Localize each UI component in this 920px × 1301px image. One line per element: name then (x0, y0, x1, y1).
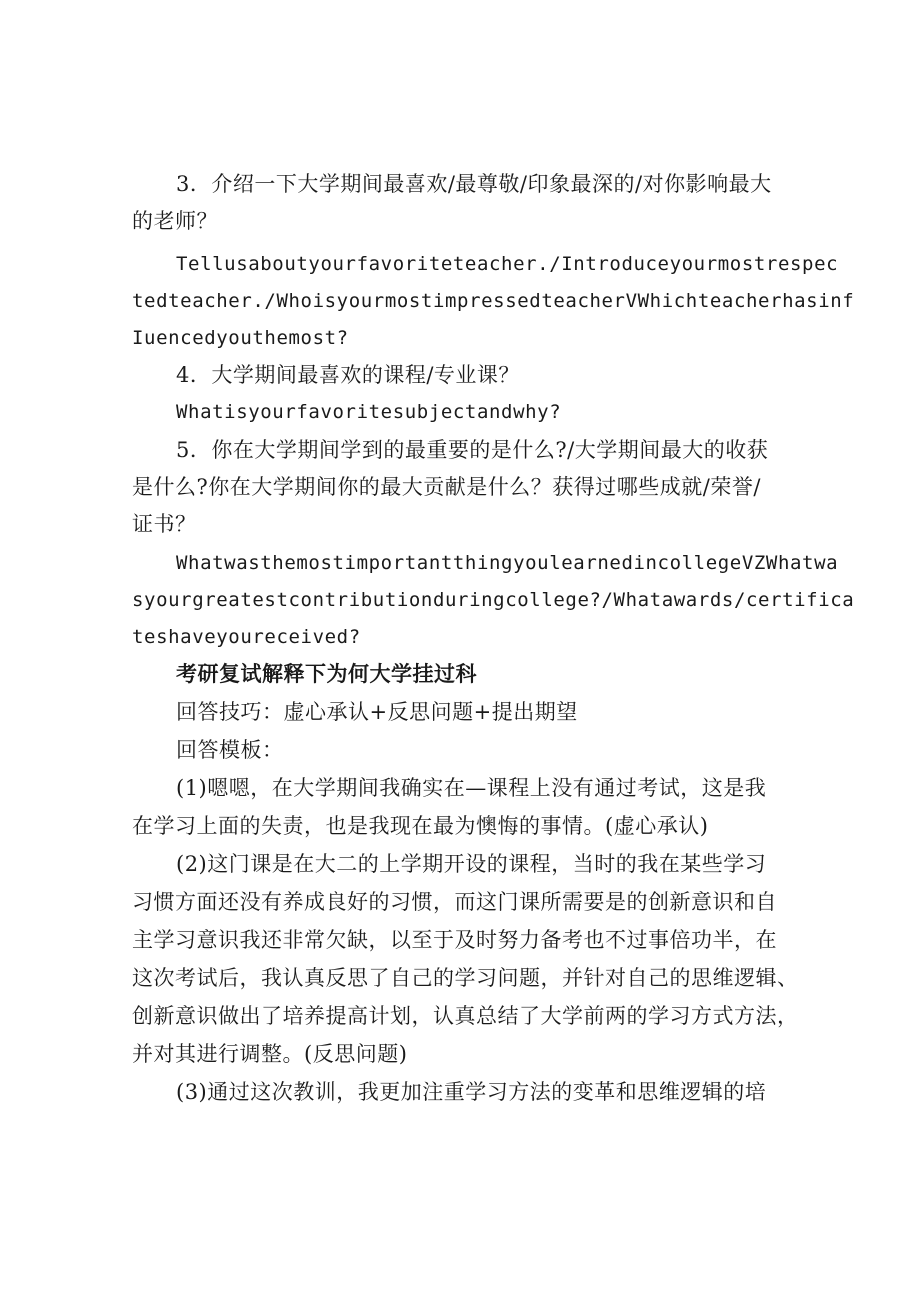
q3-en-line-3: Iuencedyouthemost? (132, 327, 349, 349)
q5-zh-line-1: 5．你在大学期间学到的最重要的是什么?/大学期间最大的收获 (176, 438, 769, 462)
answer1-line-2: 在学习上面的失责，也是我现在最为懊悔的事情。(虚心承认) (132, 814, 709, 838)
answer1-line-1: (1)嗯嗯，在大学期间我确实在—课程上没有通过考试，这是我 (176, 776, 767, 800)
q3-en-line-2: tedteacher./WhoisyourmostimpressedteacherVWhichteacherhasinf (132, 290, 855, 312)
answer2-line-2: 习惯方面还没有养成良好的习惯，而这门课所需要是的创新意识和自 (132, 890, 777, 914)
answer-template-label: 回答模板： (176, 738, 284, 762)
answer2-line-6: 并对其进行调整。(反思问题) (132, 1042, 408, 1066)
q5-en-line-2: syourgreatestcontributionduringcollege?/Whatawards/certifica (132, 589, 855, 611)
q4-en-line-1: Whatisyourfavoritesubjectandwhy? (176, 401, 562, 423)
q3-en-line-1: Tellusaboutyourfavoriteteacher./Introduceyourmostrespec (176, 253, 839, 275)
q5-zh-line-2: 是什么?你在大学期间你的最大贡献是什么？获得过哪些成就/荣誉/ (132, 475, 761, 499)
q5-en-line-1: WhatwasthemostimportantthingyoulearnedincollegeVZWhatwa (176, 552, 839, 574)
answer-tips: 回答技巧：虚心承认+反思问题+提出期望 (176, 700, 578, 724)
q3-zh-line-2: 的老师？ (132, 209, 218, 233)
answer2-line-5: 创新意识做出了培养提高计划，认真总结了大学前两的学习方式方法， (132, 1004, 799, 1028)
q5-en-line-3: teshaveyoureceived? (132, 626, 361, 648)
answer2-line-4: 这次考试后，我认真反思了自己的学习问题，并针对自己的思维逻辑、 (132, 966, 799, 990)
section-heading: 考研复试解释下为何大学挂过科 (176, 661, 477, 686)
q4-zh-line-1: 4．大学期间最喜欢的课程/专业课？ (176, 363, 520, 387)
q5-zh-line-3: 证书？ (132, 512, 197, 536)
answer3-line-1: (3)通过这次教训，我更加注重学习方法的变革和思维逻辑的培 (176, 1080, 767, 1104)
q3-zh-line-1: 3．介绍一下大学期间最喜欢/最尊敬/印象最深的/对你影响最大 (176, 172, 772, 196)
answer2-line-3: 主学习意识我还非常欠缺，以至于及时努力备考也不过事倍功半，在 (132, 928, 777, 952)
answer2-line-1: (2)这门课是在大二的上学期开设的课程，当时的我在某些学习 (176, 852, 767, 876)
